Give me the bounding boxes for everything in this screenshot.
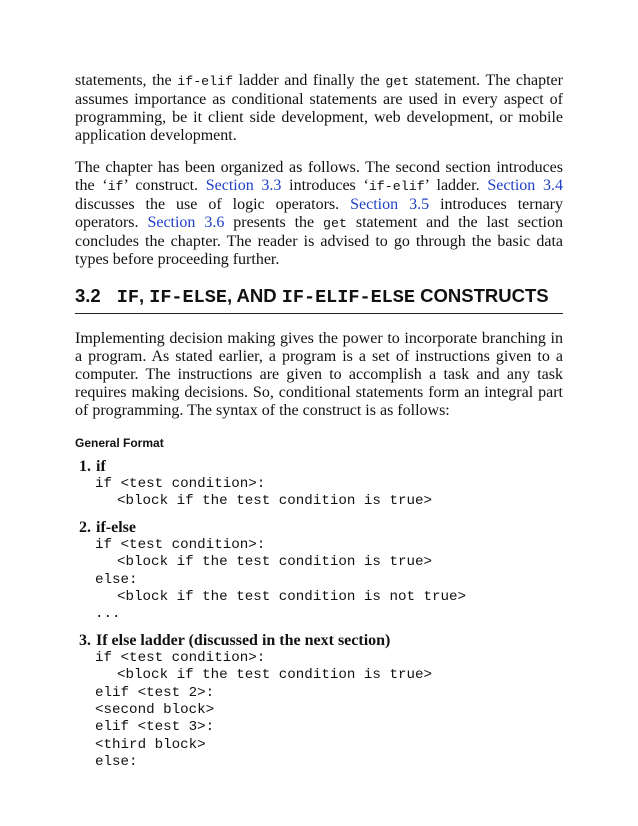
item-title — [79, 632, 563, 650]
section-heading — [75, 285, 563, 314]
item-title-text: if — [96, 458, 106, 475]
code-block — [95, 476, 563, 511]
text-run: statements, the — [75, 72, 178, 89]
code-line: ... — [95, 606, 121, 623]
text-run: discusses the use of logic operators. — [75, 196, 351, 213]
item-title — [79, 519, 563, 537]
code-block — [95, 537, 563, 624]
text-run: introduces ‘ — [281, 177, 369, 194]
item-number: 3. — [79, 631, 91, 649]
format-item-if-else — [79, 519, 563, 624]
section-number: 3.2 — [75, 285, 101, 306]
item-title — [79, 458, 563, 476]
code-line: <block if the test condition is not true> — [117, 589, 467, 606]
section-3-3-link[interactable]: Section 3.3 — [205, 177, 282, 194]
code-line: else: — [95, 754, 138, 771]
general-format-label: General Format — [75, 436, 164, 450]
code-line: <third block> — [95, 736, 206, 753]
intro-paragraph-continued — [75, 72, 563, 145]
code-line: if <test condition>: — [95, 649, 266, 666]
heading-text: CONSTRUCTS — [415, 285, 549, 306]
decision-making-paragraph: Implementing decision making gives the power to incorporate branching in a program. As stated earlier, a program is a set of instructions given to a computer. The instructions are given to accomplish a task and any task requires making decisions. So, conditional statements form an integral part of programming. The syntax of the construct is as follows: — [75, 330, 563, 419]
section-3-5-link[interactable]: Section 3.5 — [350, 196, 430, 213]
text-run: presents the — [224, 214, 324, 231]
code-line: elif <test 2>: — [95, 684, 215, 701]
inline-code: if — [107, 179, 124, 194]
heading-text: , AND — [226, 285, 282, 306]
inline-code: if-elif — [368, 179, 425, 194]
section-3-6-link[interactable]: Section 3.6 — [147, 214, 225, 231]
text-run: ’ ladder. — [424, 177, 488, 194]
item-title-text: If else ladder (discussed in the next section) — [96, 631, 391, 649]
code-line: elif <test 3>: — [95, 719, 215, 736]
heading-text: , — [138, 285, 150, 306]
inline-code: get — [385, 74, 410, 89]
text-run: ’ construct. — [123, 177, 206, 194]
code-block — [95, 650, 563, 772]
code-line: <block if the test condition is true> — [117, 667, 433, 684]
text-run: ladder and finally the — [233, 72, 386, 89]
code-line: if <test condition>: — [95, 476, 266, 492]
item-number: 1. — [79, 458, 91, 475]
heading-code: IF-ELSE — [149, 287, 227, 308]
item-title-text: if-else — [96, 518, 136, 536]
code-line: <block if the test condition is true> — [117, 554, 433, 571]
page-content — [75, 72, 563, 780]
text-run: statement and the last section concludes the chapter. The reader is advised to go through the basic data types before proceeding further. — [75, 214, 564, 268]
text-run: introduces ternary operators. — [75, 196, 563, 231]
format-item-if-else-ladder — [79, 632, 563, 772]
text-run: The chapter has been organized as follows. The second section introduces the ‘ — [75, 159, 563, 194]
heading-code: IF — [116, 287, 139, 308]
chapter-organization-paragraph — [75, 159, 563, 269]
heading-code: IF-ELIF-ELSE — [281, 287, 415, 308]
item-number: 2. — [79, 518, 91, 536]
code-line: <block if the test condition is true> — [117, 493, 433, 510]
inline-code: get — [323, 216, 347, 231]
section-3-4-link[interactable]: Section 3.4 — [487, 177, 564, 194]
text-run: statement. The chapter assumes importance as conditional statements are used in every aspect of programming, be it client side development, web development, or mobile application development. — [75, 72, 563, 144]
inline-code: if-elif — [177, 74, 234, 89]
code-line: if <test condition>: — [95, 536, 266, 553]
format-item-if — [79, 458, 563, 511]
code-line: <second block> — [95, 702, 215, 719]
code-line: else: — [95, 571, 138, 588]
